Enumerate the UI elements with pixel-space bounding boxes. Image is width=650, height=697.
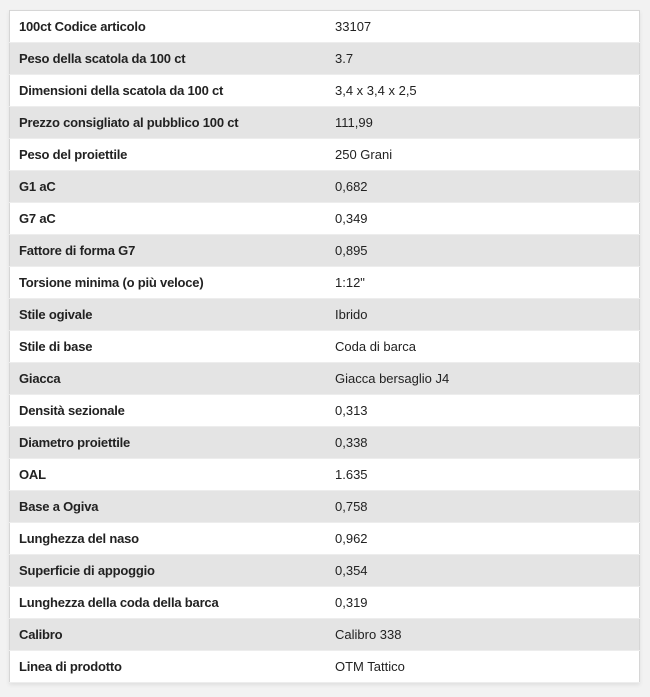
spec-label: Peso della scatola da 100 ct	[10, 43, 327, 75]
spec-value: 250 Grani	[326, 139, 640, 171]
spec-row	[10, 139, 640, 171]
spec-row	[10, 619, 640, 651]
spec-value: 3,4 x 3,4 x 2,5	[326, 75, 640, 107]
spec-row	[10, 427, 640, 459]
spec-value: Calibro 338	[326, 619, 640, 651]
spec-row	[10, 11, 640, 43]
spec-label: Giacca	[10, 363, 327, 395]
spec-value: Ibrido	[326, 299, 640, 331]
spec-value: 0,758	[326, 491, 640, 523]
spec-label: Torsione minima (o più veloce)	[10, 267, 327, 299]
spec-label: Peso del proiettile	[10, 139, 327, 171]
spec-label: Linea di prodotto	[10, 651, 327, 683]
spec-label: Densità sezionale	[10, 395, 327, 427]
spec-label: Lunghezza della coda della barca	[10, 587, 327, 619]
spec-value: 0,962	[326, 523, 640, 555]
spec-value: Giacca bersaglio J4	[326, 363, 640, 395]
spec-row	[10, 651, 640, 683]
spec-value: 111,99	[326, 107, 640, 139]
spec-row	[10, 491, 640, 523]
spec-value: 0,354	[326, 555, 640, 587]
spec-label: Calibro	[10, 619, 327, 651]
spec-row	[10, 331, 640, 363]
spec-value: 33107	[326, 11, 640, 43]
spec-value: 0,682	[326, 171, 640, 203]
spec-row	[10, 203, 640, 235]
spec-value: 0,349	[326, 203, 640, 235]
spec-row	[10, 523, 640, 555]
spec-value: 1:12"	[326, 267, 640, 299]
spec-label: Stile ogivale	[10, 299, 327, 331]
spec-label: Fattore di forma G7	[10, 235, 327, 267]
spec-row	[10, 43, 640, 75]
spec-row	[10, 395, 640, 427]
spec-value: 0,313	[326, 395, 640, 427]
spec-row	[10, 459, 640, 491]
spec-value: 1.635	[326, 459, 640, 491]
spec-row	[10, 107, 640, 139]
spec-row	[10, 299, 640, 331]
spec-value: OTM Tattico	[326, 651, 640, 683]
spec-label: Stile di base	[10, 331, 327, 363]
spec-label: Prezzo consigliato al pubblico 100 ct	[10, 107, 327, 139]
spec-row	[10, 555, 640, 587]
product-spec-table	[9, 10, 640, 683]
spec-value: 0,338	[326, 427, 640, 459]
spec-label: Superficie di appoggio	[10, 555, 327, 587]
spec-row	[10, 171, 640, 203]
spec-label: 100ct Codice articolo	[10, 11, 327, 43]
spec-value: 3.7	[326, 43, 640, 75]
spec-label: Lunghezza del naso	[10, 523, 327, 555]
spec-row	[10, 75, 640, 107]
spec-label: Dimensioni della scatola da 100 ct	[10, 75, 327, 107]
spec-row	[10, 363, 640, 395]
spec-value: Coda di barca	[326, 331, 640, 363]
spec-label: Base a Ogiva	[10, 491, 327, 523]
spec-label: G7 aC	[10, 203, 327, 235]
spec-row	[10, 267, 640, 299]
spec-label: Diametro proiettile	[10, 427, 327, 459]
spec-label: OAL	[10, 459, 327, 491]
spec-value: 0,319	[326, 587, 640, 619]
spec-value: 0,895	[326, 235, 640, 267]
spec-row	[10, 235, 640, 267]
spec-label: G1 aC	[10, 171, 327, 203]
spec-row	[10, 587, 640, 619]
